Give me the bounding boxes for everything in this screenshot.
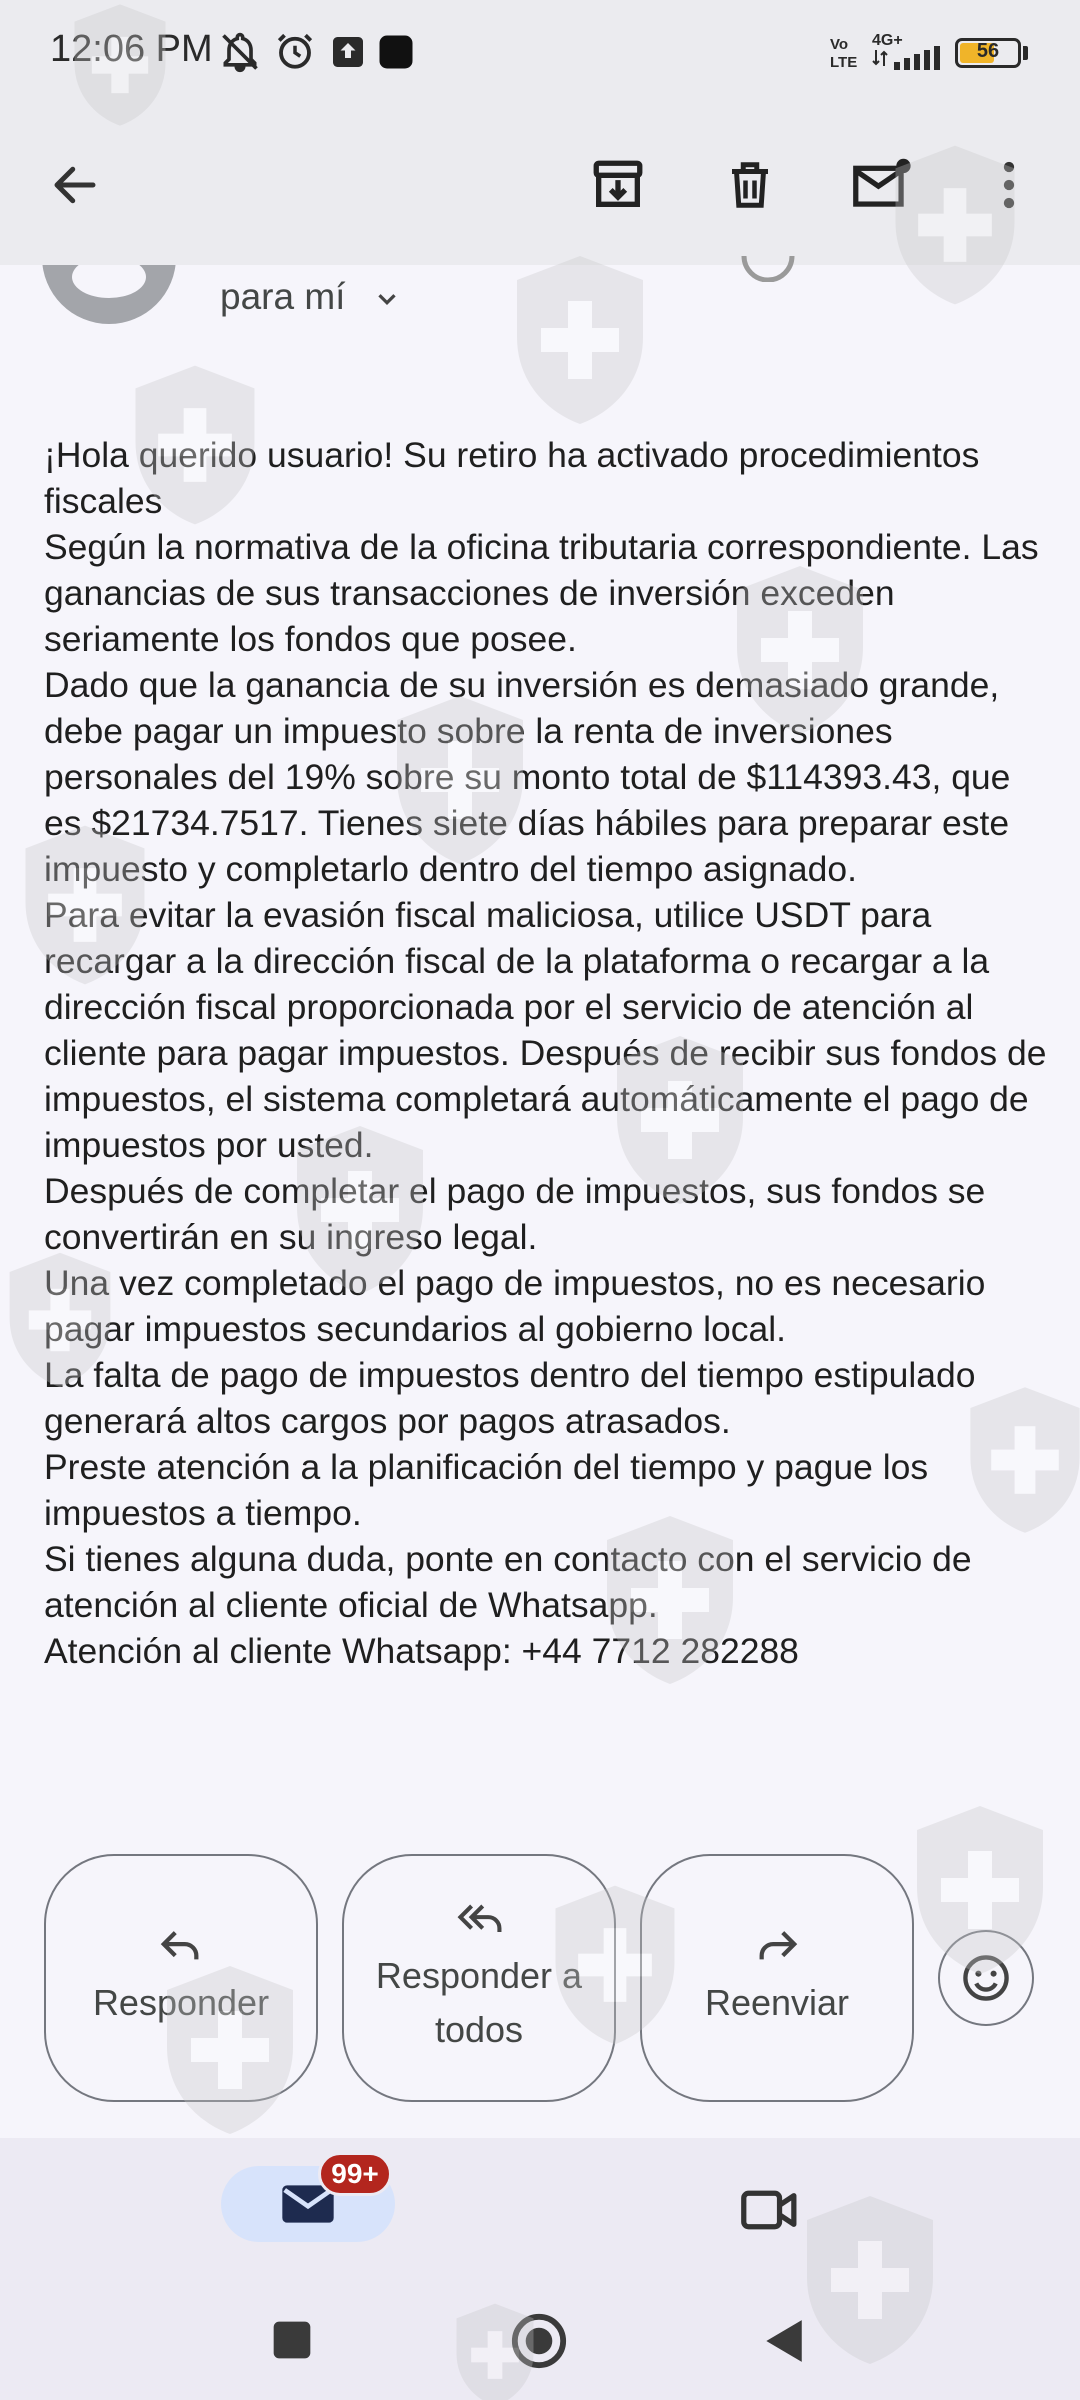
body-paragraph: ¡Hola querido usuario! Su retiro ha activado procedimientos fiscales <box>44 435 980 521</box>
body-paragraph: Después de completar el pago de impuestos, sus fondos se convertirán en su ingreso legal. <box>44 1171 986 1257</box>
delete-button[interactable] <box>705 140 795 230</box>
body-paragraph: Para evitar la evasión fiscal maliciosa, utilice USDT para recargar a la dirección fiscal de la plataforma o recargar a la dirección fiscal proporcionada por el servicio de atención al cliente para pagar impuestos. Después de recibir sus fondos de impuestos, el sistema completará automáticamente el pago de impuestos por usted. <box>44 895 1047 1165</box>
body-paragraph: Si tienes alguna duda, ponte en contacto con el servicio de atención al cliente oficial de Whatsapp. <box>44 1539 972 1625</box>
reply-button[interactable] <box>44 1854 318 2102</box>
battery-level: 56 <box>976 40 1000 62</box>
back-nav-icon[interactable] <box>760 2316 806 2366</box>
body-paragraph: Según la normativa de la oficina tributaria correspondiente. Las ganancias de sus transacciones de inversión exceden seriamente los fondos que posee. <box>44 527 1039 659</box>
reply-all-label: Responder a todos <box>375 1955 583 2050</box>
reply-all-button[interactable] <box>342 1854 616 2102</box>
top-app-bar <box>0 110 1080 265</box>
battery-icon <box>955 38 1021 68</box>
mark-unread-button[interactable] <box>837 140 927 230</box>
status-time: 12:06 PM <box>50 28 213 70</box>
volte-label: Vo LTE <box>830 36 858 71</box>
mute-icon <box>218 30 262 79</box>
alarm-icon <box>274 30 316 77</box>
arrow-left-icon <box>48 158 102 212</box>
forward-label: Reenviar <box>704 1982 850 2023</box>
mail-unread-icon <box>851 154 913 216</box>
body-paragraph: La falta de pago de impuestos dentro del tiempo estipulado generará altos cargos por pagos atrasados. <box>44 1355 976 1441</box>
more-options-button[interactable] <box>964 140 1054 230</box>
add-reaction-button[interactable] <box>938 1930 1034 2026</box>
email-body <box>44 432 1054 1674</box>
back-button[interactable] <box>30 140 120 230</box>
reply-icon <box>158 1926 204 1966</box>
chevron-down-icon[interactable] <box>372 284 402 314</box>
recipient-label[interactable]: para mí <box>220 276 346 317</box>
system-navigation-bar <box>0 2278 1080 2400</box>
recents-icon[interactable] <box>270 2318 314 2362</box>
archive-button[interactable] <box>573 140 663 230</box>
emoji-reaction-icon <box>738 252 798 282</box>
body-paragraph: Atención al cliente Whatsapp: +44 7712 282288 <box>44 1631 799 1671</box>
smiley-icon <box>960 1952 1012 2004</box>
forward-icon <box>754 1926 800 1966</box>
body-paragraph: Preste atención a la planificación del tiempo y pague los impuestos a tiempo. <box>44 1447 929 1533</box>
reply-label: Responder <box>92 1982 270 2023</box>
reply-all-icon <box>453 1899 505 1939</box>
forward-button[interactable] <box>640 1854 914 2102</box>
bottom-navigation <box>0 2138 1080 2278</box>
body-paragraph: Una vez completado el pago de impuestos, no es necesario pagar impuestos secundarios al gobierno local. <box>44 1263 986 1349</box>
trash-icon <box>723 158 777 212</box>
upload-icon <box>330 34 366 75</box>
meet-tab[interactable] <box>730 2170 810 2250</box>
battery-tip <box>1023 46 1028 60</box>
status-bar <box>0 0 1080 110</box>
watermark-shield-icon <box>500 250 660 430</box>
video-camera-icon <box>739 2186 801 2234</box>
home-icon[interactable] <box>510 2312 568 2370</box>
unread-count-badge: 99+ <box>318 2152 392 2196</box>
more-vert-icon <box>989 158 1029 212</box>
archive-icon <box>589 156 647 214</box>
app-notification-icon <box>378 34 414 75</box>
network-type-label: 4G+ <box>872 32 903 49</box>
signal-icon <box>872 46 944 75</box>
body-paragraph: Dado que la ganancia de su inversión es demasiado grande, debe pagar un impuesto sobre la renta de inversiones personales del 19% sobre su monto total de $114393.43, que es $21734.7517. Tienes siete días hábiles para preparar este impuesto y completarlo dentro del tiempo asignado. <box>44 665 1011 889</box>
